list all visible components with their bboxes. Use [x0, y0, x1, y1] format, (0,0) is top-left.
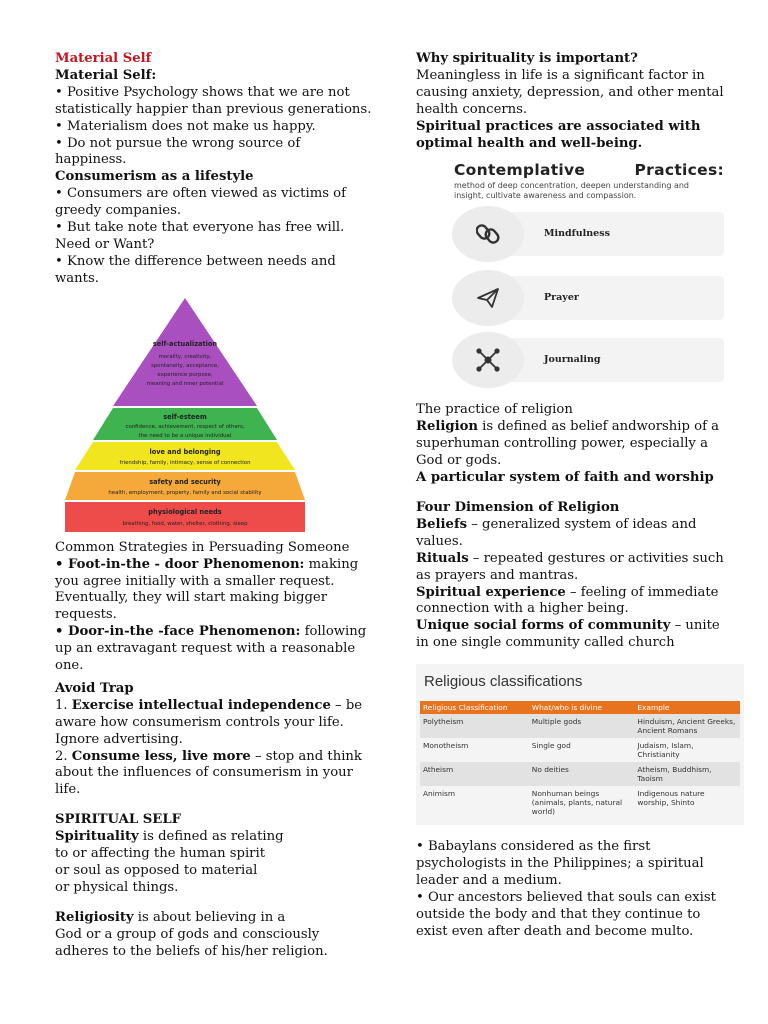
babaylan-bullet: • Babaylans considered as the first psychologists in the Philippines; a spiritual leader and a medium. — [416, 839, 704, 888]
particular-system: A particular system of faith and worship — [416, 470, 714, 486]
consumerism-bullet: • Consumers are often viewed as victims of greedy companies. — [55, 186, 346, 219]
dimension-item: Beliefs – generalized system of ideas and values. — [416, 516, 697, 549]
pyramid-title: physiological needs — [148, 507, 222, 516]
pyramid-level-physiological — [65, 502, 305, 532]
table-cell: Multiple gods — [529, 714, 635, 738]
religious-classifications-figure — [416, 664, 744, 825]
material-bullet: • Positive Psychology shows that we are not statistically happier than previous generations. — [55, 84, 372, 117]
pyramid-desc: health, employment, property, family and social stability — [108, 489, 262, 496]
table-cell: Atheism — [420, 762, 529, 786]
material-bullet: • Materialism does not make us happy. — [55, 118, 316, 134]
table-cell: Indigenous nature worship, Shinto — [634, 786, 740, 819]
pyramid-title: self-actualization — [152, 339, 218, 348]
pyramid-title: safety and security — [149, 477, 221, 486]
table-cell: Judaism, Islam, Christianity — [634, 738, 740, 762]
consumerism-title: Consumerism as a lifestyle — [55, 169, 254, 185]
table-header: What/who is divine — [529, 701, 635, 714]
why-spirituality-text: Meaningless in life is a significant factor in causing anxiety, depression, and other mental health concerns. — [416, 67, 724, 117]
avoid-trap-title: Avoid Trap — [55, 680, 134, 696]
practice-label: Mindfulness — [544, 227, 610, 239]
spirituality-def: Spirituality is defined as relating — [55, 829, 284, 845]
pyramid-desc: morality, creativity, — [158, 353, 212, 360]
dimension-item: Spiritual experience – feeling of immediate connection with a higher being. — [416, 584, 719, 617]
table-cell: No deities — [529, 762, 635, 786]
right-column — [416, 51, 734, 940]
table-header: Religious Classification — [420, 701, 529, 714]
pyramid-desc: meaning and inner potential — [146, 380, 224, 387]
pyramid-desc: friendship, family, intimacy, sense of connection — [119, 459, 251, 466]
dimension-item: Rituals – repeated gestures or activities such as prayers and mantras. — [416, 550, 724, 583]
avoid-item: 1. Exercise intellectual independence – be aware how consumerism controls your life. Ignore advertising. — [55, 697, 363, 747]
spirituality-line: or physical things. — [55, 879, 179, 895]
religious-table-title: Religious classifications — [424, 673, 583, 691]
pyramid-level-self-actualization — [113, 298, 257, 406]
practice-label: Journaling — [544, 353, 601, 365]
avoid-item: 2. Consume less, live more – stop and think about the influences of consumerism in your life. — [55, 748, 362, 798]
practice-label: Prayer — [544, 291, 579, 303]
left-column — [55, 51, 375, 961]
dimension-item: Unique social forms of community – unite in one single community called church — [416, 618, 720, 651]
table-row — [420, 786, 740, 819]
spiritual-self-title: SPIRITUAL SELF — [55, 812, 181, 828]
contemplative-subtitle: method of deep concentration, deepen understanding and insight, cultivate awareness and compassion. — [454, 181, 690, 201]
contemplative-title: Contemplative Practices: — [454, 161, 724, 180]
table-cell: Single god — [529, 738, 635, 762]
table-cell: Polytheism — [420, 714, 529, 738]
table-header-row — [420, 701, 740, 714]
table-row — [420, 738, 740, 762]
pyramid-title: self-esteem — [163, 412, 207, 421]
four-dimension-title: Four Dimension of Religion — [416, 499, 620, 515]
material-bullet: • Do not pursue the wrong source of happiness. — [55, 135, 301, 168]
maslow-pyramid — [65, 298, 305, 534]
strategy-item: • Foot-in-the - door Phenomenon: making you agree initially with a smaller request. Eventually, they will start making bigger requests. — [55, 556, 359, 623]
practice-mindfulness — [452, 206, 724, 262]
network-icon — [475, 347, 501, 373]
religiosity-line: adheres to the beliefs of his/her religion. — [55, 943, 328, 959]
religion-definition: Religion is defined as belief andworship of a superhuman controlling power, especially a God or gods. — [416, 419, 720, 469]
pyramid-desc: breathing, food, water, shelter, clothing, sleep — [122, 520, 248, 527]
consumerism-bullet: • Know the difference between needs and wants. — [55, 253, 336, 286]
material-self-heading: Material Self — [55, 51, 152, 66]
ancestors-bullet: • Our ancestors believed that souls can exist outside the body and that they continue to exist even after death and become multo. — [416, 889, 716, 939]
table-cell: Animism — [420, 786, 529, 819]
consumerism-bullet: • But take note that everyone has free will. Need or Want? — [55, 220, 345, 252]
pyramid-title: love and belonging — [149, 447, 221, 456]
material-self-title: Material Self: — [55, 67, 157, 83]
why-spirituality-title: Why spirituality is important? — [416, 51, 638, 66]
practices-statement: Spiritual practices are associated with optimal health and well-being. — [416, 118, 701, 151]
practice-journaling — [452, 332, 724, 388]
practice-of-religion-title: The practice of religion — [416, 402, 573, 418]
pyramid-desc: confidence, achievement, respect of others, — [125, 423, 245, 430]
table-cell: Monotheism — [420, 738, 529, 762]
table-row — [420, 762, 740, 786]
spirituality-line: or soul as opposed to material — [55, 863, 258, 878]
practice-prayer — [452, 270, 724, 326]
paper-plane-icon — [476, 286, 500, 310]
table-cell: Nonhuman beings (animals, plants, natural world) — [529, 786, 635, 819]
table-cell: Hinduism, Ancient Greeks, Ancient Romans — [634, 714, 740, 738]
pyramid-desc: experience purpose, — [157, 371, 213, 378]
table-cell: Atheism, Buddhism, Taoism — [634, 762, 740, 786]
religiosity-line: God or a group of gods and consciously — [55, 926, 320, 942]
link-icon — [476, 222, 500, 246]
contemplative-practices-card — [422, 162, 724, 394]
spirituality-line: to or affecting the human spirit — [55, 846, 266, 862]
pyramid-desc: spontaneity, acceptance, — [150, 362, 220, 369]
strategies-title: Common Strategies in Persuading Someone — [55, 539, 350, 555]
strategy-item: • Door-in-the -face Phenomenon: following up an extravagant request with a reasonable one. — [55, 624, 367, 674]
religious-classifications-table — [420, 701, 740, 819]
table-row — [420, 714, 740, 738]
table-header: Example — [634, 701, 740, 714]
pyramid-desc: the need to be a unique individual — [138, 432, 232, 439]
religiosity-def: Religiosity is about believing in a — [55, 909, 286, 925]
